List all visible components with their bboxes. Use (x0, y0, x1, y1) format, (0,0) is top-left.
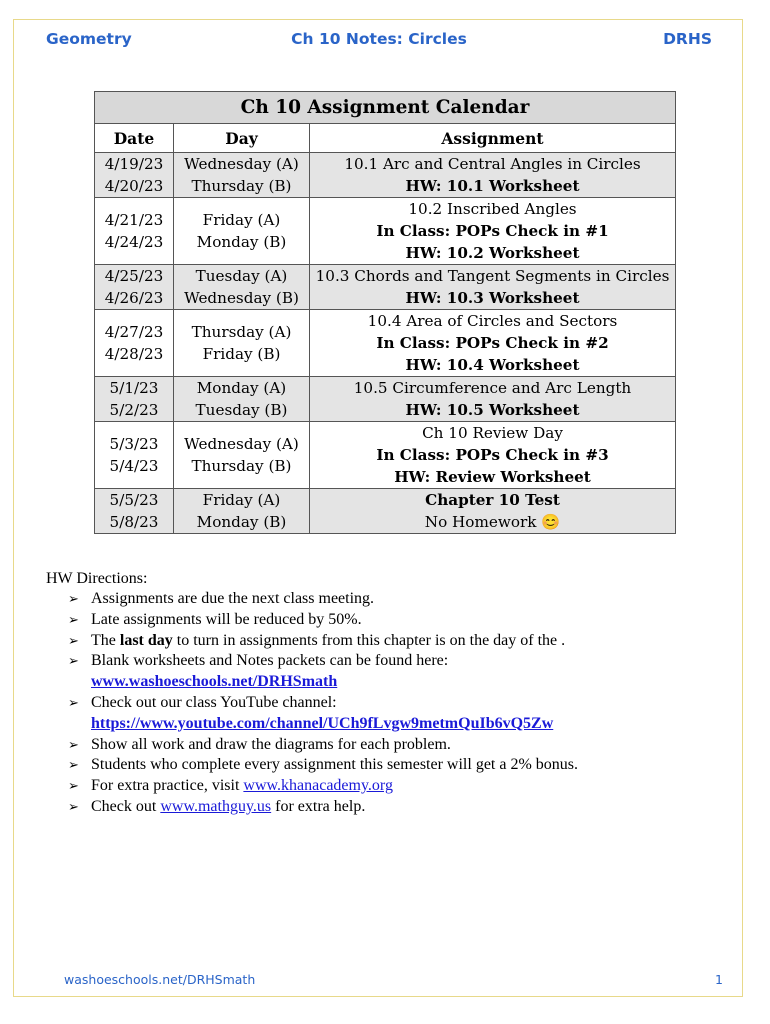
assignment-cell-line: HW: Review Worksheet (394, 468, 591, 486)
calendar-row (95, 310, 676, 377)
header-title: Ch 10 Notes: Circles (291, 30, 467, 48)
assignment-cell-line: 10.1 Arc and Central Angles in Circles (344, 155, 641, 173)
day-cell-line: Wednesday (A) (184, 155, 299, 173)
day-cell-line: Friday (B) (202, 345, 281, 363)
arrowhead-bullet-icon: ➢ (68, 736, 79, 752)
day-cell-line: Monday (A) (196, 379, 287, 397)
direction-text: Students who complete every assignment this semester will get a 2% bonus. (91, 756, 579, 774)
date-cell-line: 5/5/23 (109, 491, 159, 509)
assignment-cell (310, 265, 676, 310)
date-cell-line: 4/27/23 (104, 323, 164, 341)
arrowhead-bullet-icon: ➢ (68, 611, 79, 627)
day-cell-line: Wednesday (B) (184, 289, 299, 307)
external-link[interactable]: www.khanacademy.org (243, 777, 393, 795)
arrowhead-bullet-icon: ➢ (68, 632, 79, 648)
day-cell (174, 310, 310, 377)
date-cell (95, 153, 174, 198)
page-header (46, 30, 712, 48)
day-cell-line: Monday (B) (196, 233, 287, 251)
assignment-cell (310, 198, 676, 265)
date-cell (95, 198, 174, 265)
day-cell-line: Monday (B) (196, 513, 287, 531)
calendar-title: Ch 10 Assignment Calendar (95, 92, 676, 124)
arrowhead-bullet-icon: ➢ (68, 653, 79, 669)
column-header-date: Date (95, 124, 174, 153)
date-cell-line: 4/24/23 (104, 233, 164, 251)
day-cell-line: Thursday (B) (191, 457, 292, 475)
day-cell-line: Thursday (B) (191, 177, 292, 195)
assignment-cell (310, 489, 676, 534)
hw-direction-item (46, 610, 736, 631)
direction-text: to turn in assignments from this chapter is on the day of the . (172, 631, 566, 649)
date-cell-line: 4/28/23 (104, 345, 164, 363)
assignment-cell-line: In Class: POPs Check in #2 (376, 334, 609, 352)
direction-text: Check out (91, 797, 161, 815)
direction-text: Show all work and draw the diagrams for each problem. (91, 735, 451, 753)
hw-direction-item (46, 797, 736, 818)
calendar-row (95, 422, 676, 489)
date-cell (95, 377, 174, 422)
day-cell (174, 153, 310, 198)
hw-direction-item (46, 735, 736, 756)
hw-direction-item (46, 651, 736, 693)
date-cell-line: 4/21/23 (104, 211, 164, 229)
day-cell-line: Tuesday (B) (195, 401, 288, 419)
assignment-cell (310, 310, 676, 377)
assignment-calendar-table (94, 91, 676, 534)
direction-text: for extra help. (271, 797, 366, 815)
footer-page-number: 1 (715, 972, 723, 987)
hw-direction-item (46, 589, 736, 610)
date-cell-line: 5/1/23 (109, 379, 159, 397)
column-header-day: Day (174, 124, 310, 153)
assignment-cell-line: 10.2 Inscribed Angles (408, 200, 577, 218)
day-cell-line: Friday (A) (202, 491, 281, 509)
header-course: Geometry (46, 30, 132, 48)
calendar-row (95, 198, 676, 265)
arrowhead-bullet-icon: ➢ (68, 757, 79, 773)
header-school: DRHS (663, 30, 712, 48)
hw-direction-item (46, 755, 736, 776)
hw-directions-list (46, 589, 736, 818)
assignment-cell-line: HW: 10.4 Worksheet (405, 356, 580, 374)
day-cell (174, 422, 310, 489)
assignment-cell-line: 10.3 Chords and Tangent Segments in Circles (315, 267, 670, 285)
calendar-header-row (95, 124, 676, 153)
date-cell-line: 4/25/23 (104, 267, 164, 285)
direction-text: The (91, 631, 120, 649)
direction-text: Late assignments will be reduced by 50%. (91, 610, 362, 628)
date-cell (95, 422, 174, 489)
hw-directions (46, 568, 736, 818)
assignment-cell-line: HW: 10.1 Worksheet (405, 177, 580, 195)
assignment-cell (310, 377, 676, 422)
assignment-cell-line: HW: 10.3 Worksheet (405, 289, 580, 307)
direction-text: Blank worksheets and Notes packets can be found here: (91, 652, 449, 670)
day-cell (174, 265, 310, 310)
day-cell (174, 489, 310, 534)
direction-text: Assignments are due the next class meeting. (91, 590, 375, 607)
calendar-body (95, 153, 676, 534)
day-cell-line: Tuesday (A) (195, 267, 288, 285)
calendar-row (95, 153, 676, 198)
direction-text: last day (119, 631, 173, 649)
direction-text: Check out our class YouTube channel: (91, 693, 337, 711)
date-cell (95, 310, 174, 377)
assignment-cell (310, 422, 676, 489)
assignment-cell-line: HW: 10.5 Worksheet (405, 401, 580, 419)
hw-directions-title: HW Directions: (46, 570, 148, 587)
resource-link[interactable]: https://www.youtube.com/channel/UCh9fLvgw9metmQuIb6vQ5Zw (91, 714, 554, 732)
date-cell-line: 4/20/23 (104, 177, 164, 195)
resource-link[interactable]: www.washoeschools.net/DRHSmath (91, 673, 338, 691)
day-cell (174, 198, 310, 265)
assignment-cell-line: 10.4 Area of Circles and Sectors (367, 312, 618, 330)
external-link[interactable]: www.mathguy.us (160, 797, 272, 815)
assignment-cell-line: HW: 10.2 Worksheet (405, 244, 580, 262)
hw-direction-item (46, 776, 736, 797)
day-cell (174, 377, 310, 422)
assignment-cell-line: No Homework 😊 (424, 513, 561, 531)
assignment-cell-line: Chapter 10 Test (425, 491, 560, 509)
day-cell-line: Friday (A) (202, 211, 281, 229)
assignment-cell-line: Ch 10 Review Day (422, 424, 563, 442)
assignment-cell (310, 153, 676, 198)
arrowhead-bullet-icon: ➢ (68, 798, 79, 814)
calendar-row (95, 265, 676, 310)
day-cell-line: Thursday (A) (191, 323, 292, 341)
date-cell (95, 265, 174, 310)
arrowhead-bullet-icon: ➢ (68, 591, 79, 606)
direction-text: For extra practice, visit (91, 777, 244, 795)
column-header-assignment: Assignment (310, 124, 676, 153)
date-cell-line: 5/2/23 (109, 401, 159, 419)
date-cell-line: 4/19/23 (104, 155, 164, 173)
calendar-row (95, 377, 676, 422)
date-cell-line: 5/3/23 (109, 435, 159, 453)
date-cell-line: 4/26/23 (104, 289, 164, 307)
footer-website: washoeschools.net/DRHSmath (64, 972, 256, 987)
arrowhead-bullet-icon: ➢ (68, 778, 79, 794)
hw-direction-item (46, 631, 736, 652)
hw-direction-item (46, 693, 736, 735)
date-cell-line: 5/8/23 (109, 513, 159, 531)
date-cell-line: 5/4/23 (109, 457, 159, 475)
assignment-cell-line: In Class: POPs Check in #3 (376, 446, 609, 464)
day-cell-line: Wednesday (A) (184, 435, 299, 453)
assignment-cell-line: 10.5 Circumference and Arc Length (353, 379, 632, 397)
calendar-row (95, 489, 676, 534)
arrowhead-bullet-icon: ➢ (68, 694, 79, 710)
date-cell (95, 489, 174, 534)
assignment-cell-line: In Class: POPs Check in #1 (376, 222, 609, 240)
